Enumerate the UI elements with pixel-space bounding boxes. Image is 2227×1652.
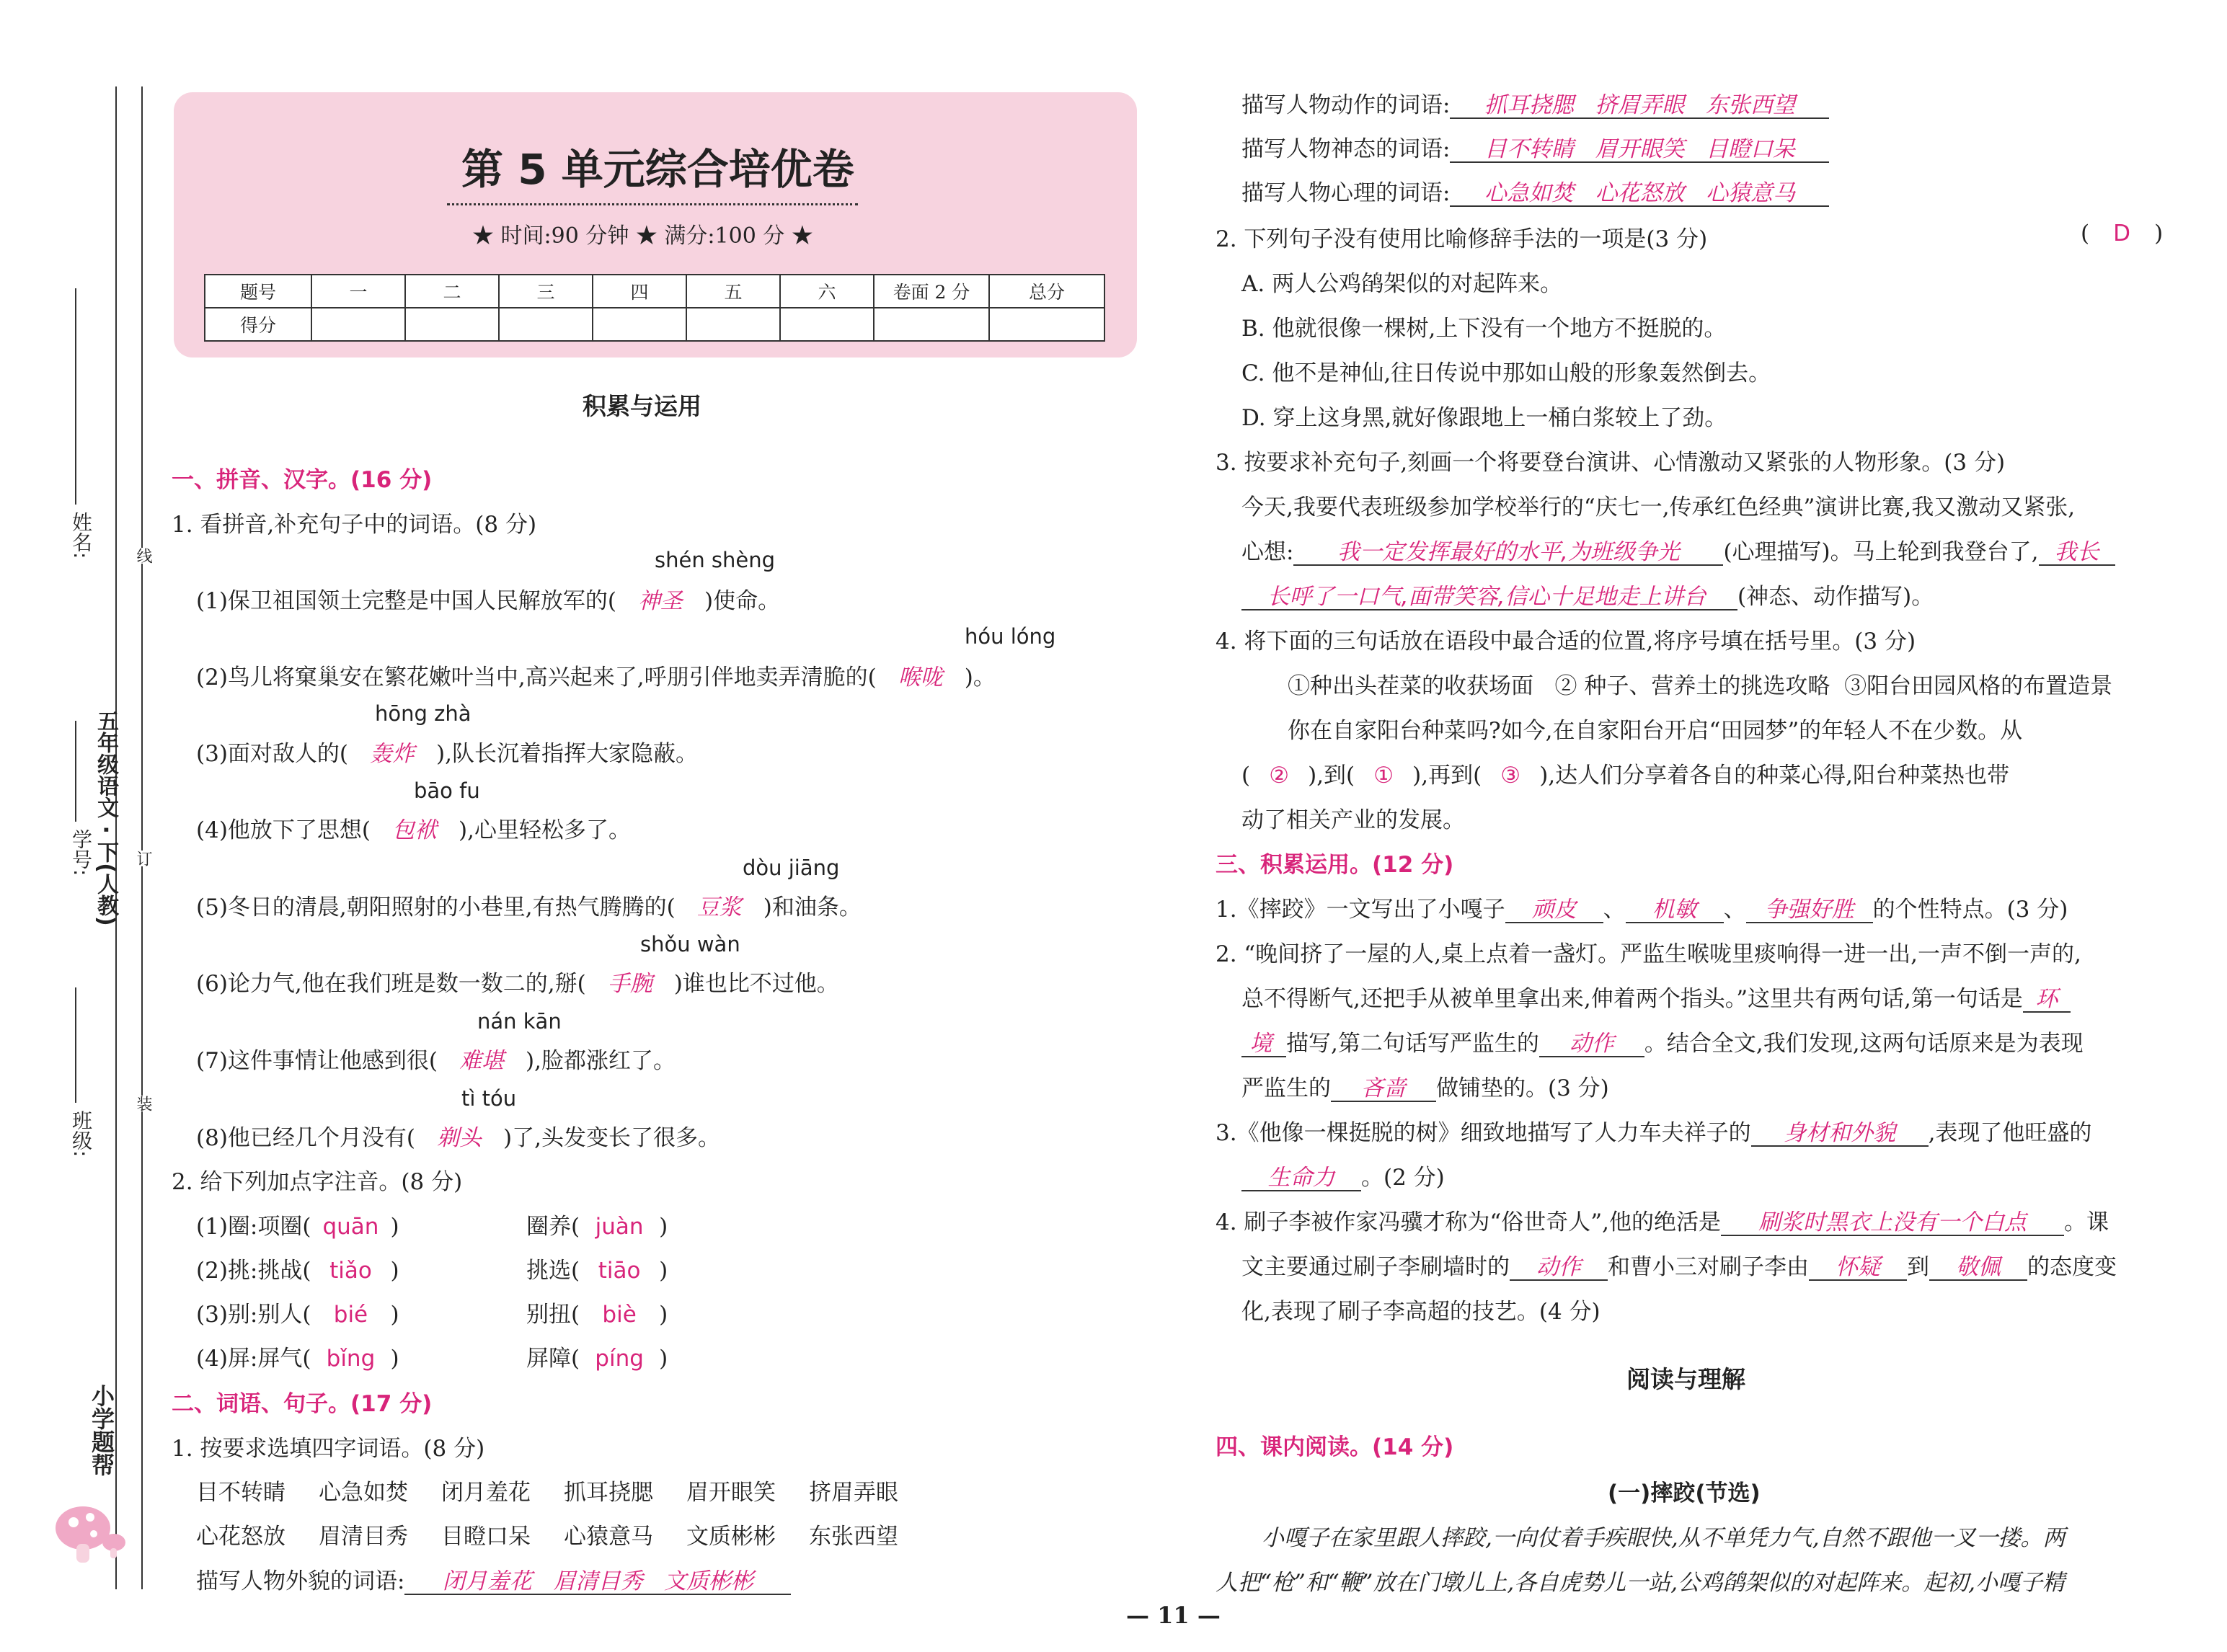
answer: píng [595, 1346, 644, 1372]
option-text: A. 两人公鸡鹐架似的对起阵来。 [1241, 271, 1563, 297]
fill-item: 长呼了一口气,面带笑容,信心十足地走上讲台 (神态、动作描写)。 [1241, 578, 1934, 610]
answer: ② [1269, 763, 1289, 789]
zhuyin-row: 屏障( píng ) [526, 1346, 668, 1372]
line-mark: 线 [132, 548, 154, 564]
table-cell: 总分 [989, 275, 1104, 308]
table-cell: 三 [499, 275, 593, 308]
pinyin: dòu jiāng [743, 856, 840, 880]
pinyin: hóu lóng [965, 624, 1056, 649]
question-text: 2. 给下列加点字注音。(8 分) [172, 1169, 463, 1195]
answer: D [2113, 221, 2131, 247]
fill-item: 描写人物动作的词语: 抓耳挠腮 挤眉弄眼 东张西望 [1241, 86, 1829, 119]
option-text: B. 他就很像一棵树,上下没有一个地方不挺脱的。 [1241, 316, 1727, 342]
part-heading: 一、拼音、汉字。(16 分) [172, 467, 433, 493]
section-title: 阅读与理解 [1626, 1365, 1745, 1393]
fill-item: 描写人物神态的词语: 目不转睛 眉开眼笑 目瞪口呆 [1241, 130, 1829, 163]
fill-item: 描写人物外貌的词语: 闭月羞花 眉清目秀 文质彬彬 [196, 1563, 791, 1595]
mushroom-logo-icon [50, 1492, 130, 1571]
fill-item: (7)这件事情让他感到很( 难堪 ),脸都涨红了。 [196, 1048, 676, 1074]
answer: 剃头 [437, 1125, 482, 1151]
fill-item: (3)面对敌人的( 轰炸 ),队长沉着指挥大家隐蔽。 [196, 741, 698, 767]
table-cell: 卷面 2 分 [874, 275, 989, 308]
answer: bǐng [326, 1346, 376, 1372]
answer: 动作 [1510, 1255, 1608, 1281]
answer: quān [322, 1214, 379, 1240]
exam-subtitle: ★ 时间:90 分钟 ★ 满分:100 分 ★ [472, 223, 813, 249]
bind-mark: 订 [132, 851, 154, 866]
name-underline [75, 288, 76, 505]
answer: bié [333, 1302, 368, 1328]
answer: 抓耳挠腮 挤眉弄眼 东张西望 [1450, 93, 1829, 119]
answer: 神圣 [638, 588, 683, 614]
fill-item: (2)鸟儿将窠巢安在繁花嫩叶当中,高兴起来了,呼朋引伴地卖弄清脆的( 喉咙 )。 [196, 665, 996, 690]
question-text: 1. 按要求选填四字词语。(8 分) [172, 1436, 485, 1462]
id-label: 学号: [69, 829, 93, 876]
answer: 身材和外貌 [1751, 1121, 1929, 1147]
answer: 心急如焚 心花怒放 心猿意马 [1450, 181, 1829, 207]
paragraph-line: 今天,我要代表班级参加学校举行的“庆七一,传承红色经典”演讲比赛,我又激动又紧张, [1241, 494, 2076, 520]
question-text: 4. 将下面的三句话放在语段中最合适的位置,将序号填在括号里。(3 分) [1216, 629, 1916, 654]
fill-item: (6)论力气,他在我们班是数一数二的,掰( 手腕 )谁也比不过他。 [196, 971, 839, 997]
part-heading: 三、积累运用。(12 分) [1216, 852, 1454, 878]
pinyin: nán kān [477, 1009, 562, 1034]
fill-item: (5)冬日的清晨,朝阳照射的小巷里,有热气腾腾的( 豆浆 )和油条。 [196, 894, 862, 920]
answer-bracket: ( D ) [2081, 221, 2164, 247]
id-underline [75, 721, 76, 822]
answer: 闭月羞花 眉清目秀 文质彬彬 [404, 1569, 791, 1595]
answer: 长呼了一口气,面带笑容,信心十足地走上讲台 [1241, 585, 1737, 610]
answer: 手腕 [607, 971, 652, 997]
answer: 刷浆时黑衣上没有一个白点 [1721, 1210, 2064, 1236]
answer: ① [1373, 763, 1394, 789]
class-label: 班级: [69, 1110, 93, 1158]
margin-line-inner [141, 86, 143, 1589]
answer: ③ [1500, 763, 1521, 789]
table-cell: 一 [311, 275, 405, 308]
title-dotted-rule [447, 203, 858, 205]
fill-item: 境 描写,第二句话写严监生的 动作 。结合全文,我们发现,这两句话原来是为表现 [1241, 1025, 2084, 1057]
logo-text: 小学题帮 [88, 1384, 115, 1476]
table-cell: 二 [405, 275, 499, 308]
zhuyin-row: (1)圈:项圈( quān ) [196, 1214, 399, 1240]
answer: 环 [2023, 987, 2071, 1013]
answer: 目不转睛 眉开眼笑 目瞪口呆 [1450, 137, 1829, 163]
answer: 敬佩 [1929, 1255, 2027, 1281]
word-bank-row: 心花怒放 眉清目秀 目瞪口呆 心猿意马 文质彬彬 东张西望 [196, 1524, 898, 1550]
class-underline [75, 987, 76, 1103]
paragraph-line: 化,表现了刷子李高超的技艺。(4 分) [1241, 1299, 1600, 1325]
answer: 机敏 [1626, 897, 1724, 923]
paragraph-line: 2. “晚间挤了一屋的人,桌上点着一盏灯。严监生喉咙里痰响得一进一出,一声不倒一声的, [1216, 941, 2081, 967]
part-heading: 四、课内阅读。(14 分) [1216, 1434, 1454, 1460]
exam-title: 第 5 单元综合培优卷 [461, 145, 854, 194]
score-table [204, 274, 1105, 342]
fill-item: (1)保卫祖国领土完整是中国人民解放军的( 神圣 )使命。 [196, 588, 781, 614]
answer: 豆浆 [696, 894, 742, 920]
answer: tiāo [598, 1258, 641, 1284]
answer: 怀疑 [1809, 1255, 1907, 1281]
question-text: 2. 下列句子没有使用比喻修辞手法的一项是(3 分) [1216, 226, 1708, 252]
zhuyin-row: 圈养( juàn ) [526, 1214, 668, 1240]
answer: 我长 [2039, 540, 2115, 566]
answer: 轰炸 [370, 741, 415, 767]
answer: 争强好胜 [1746, 897, 1873, 923]
zhuyin-row: 挑选( tiāo ) [526, 1258, 668, 1284]
answer: 吝啬 [1331, 1076, 1436, 1102]
option-text: ①种出头茬菜的收获场面 ② 种子、营养土的挑选攻略 ③阳台田园风格的布置造景 [1288, 673, 2113, 699]
score-table-header-row [205, 275, 1104, 308]
fill-item: 总不得断气,还把手从被单里拿出来,伸着两个指头。”这里共有两句话,第一句话是 环 [1241, 980, 2071, 1013]
table-cell: 四 [593, 275, 686, 308]
pinyin: tì tóu [461, 1086, 517, 1111]
zhuyin-row: (4)屏:屏气( bǐng ) [196, 1346, 399, 1372]
answer: 我一定发挥最好的水平,为班级争光 [1293, 540, 1723, 566]
answer: 喉咙 [898, 665, 943, 690]
zhuyin-row: (2)挑:挑战( tiǎo ) [196, 1258, 399, 1284]
answer: tiǎo [329, 1258, 372, 1284]
answer: biè [602, 1302, 637, 1328]
answer: juàn [595, 1214, 644, 1240]
pinyin: shǒu wàn [640, 932, 740, 956]
pinyin: bāo fu [414, 778, 480, 803]
fill-item: 4. 刷子李被作家冯骥才称为“俗世奇人”,他的绝活是 刷浆时黑衣上没有一个白点 。课 [1216, 1209, 2109, 1235]
pinyin: shén shèng [655, 548, 776, 572]
fill-item: 生命力 。(2 分) [1241, 1159, 1445, 1191]
zhuyin-row: 别扭( biè ) [526, 1302, 668, 1328]
zhuyin-row: (3)别:别人( bié ) [196, 1302, 399, 1328]
part-heading: 二、词语、句子。(17 分) [172, 1391, 433, 1417]
paragraph-line: 你在自家阳台种菜吗?如今,在自家阳台开启“田园梦”的年轻人不在少数。从 [1288, 718, 2023, 744]
score-table-score-row [205, 308, 1104, 341]
question-text: 1. 看拼音,补充句子中的词语。(8 分) [172, 512, 537, 538]
table-cell: 题号 [205, 275, 311, 308]
table-cell: 五 [686, 275, 780, 308]
passage-line: 小嘎子在家里跟人摔跤,一向仗着手疾眼快,从不单凭力气,自然不跟他一叉一搂。两 [1262, 1525, 2066, 1551]
fill-item: ( ② ),到( ① ),再到( ③ ),达人们分享着各自的种菜心得,阳台种菜热也带 [1241, 763, 2010, 789]
grade-label: 五年级语文 · 下(人教) [93, 710, 118, 926]
fill-item: 严监生的 吝啬 做铺垫的。(3 分) [1241, 1075, 1609, 1101]
fold-mark: 装 [132, 1096, 154, 1111]
fill-item: 文主要通过刷子李刷墙时的 动作 和曹小三对刷子李由 怀疑 到 敬佩 的态度变 [1241, 1254, 2117, 1280]
fill-item: 3.《他像一棵挺脱的树》细致地描写了人力车夫祥子的 身材和外貌 ,表现了他旺盛的 [1216, 1120, 2092, 1146]
passage-line: 人把“枪”和“鞭”放在门墩儿上,各自虎势儿一站,公鸡鹐架似的对起阵来。起初,小嘎子精 [1216, 1570, 2065, 1596]
fill-item: 心想: 我一定发挥最好的水平,为班级争光 (心理描写)。马上轮到我登台了, 我长 [1241, 533, 2115, 566]
section-title: 积累与运用 [583, 392, 701, 420]
answer: 动作 [1539, 1031, 1644, 1057]
option-text: D. 穿上这身黑,就好像跟地上一桶白浆较上了劲。 [1241, 405, 1727, 431]
answer: 生命力 [1241, 1165, 1361, 1191]
answer: 包袱 [392, 817, 438, 843]
word-bank-row: 目不转睛 心急如焚 闭月羞花 抓耳挠腮 眉开眼笑 挤眉弄眼 [196, 1480, 898, 1506]
answer: 难堪 [459, 1048, 505, 1074]
passage-title: (一)摔跤(节选) [1608, 1480, 1761, 1506]
name-label: 姓名: [69, 512, 93, 559]
table-cell: 六 [780, 275, 874, 308]
pinyin: hōng zhà [375, 701, 471, 726]
fill-item: 描写人物心理的词语: 心急如焚 心花怒放 心猿意马 [1241, 174, 1829, 207]
page-number: — 11 — [1126, 1602, 1221, 1629]
paragraph-line: 动了相关产业的发展。 [1241, 807, 1465, 833]
fill-item: 1.《摔跤》一文写出了小嘎子 顽皮 、 机敏 、 争强好胜 的个性特点。(3 分) [1216, 897, 2068, 923]
question-text: 3. 按要求补充句子,刻画一个将要登台演讲、心情激动又紧张的人物形象。(3 分) [1216, 450, 2006, 476]
answer: 顽皮 [1505, 897, 1603, 923]
fill-item: (4)他放下了思想( 包袱 ),心里轻松多了。 [196, 817, 631, 843]
fill-item: (8)他已经几个月没有( 剃头 )了,头发变长了很多。 [196, 1125, 720, 1151]
option-text: C. 他不是神仙,往日传说中那如山般的形象轰然倒去。 [1241, 360, 1771, 386]
answer: 境 [1241, 1031, 1286, 1057]
table-cell: 得分 [205, 308, 311, 341]
